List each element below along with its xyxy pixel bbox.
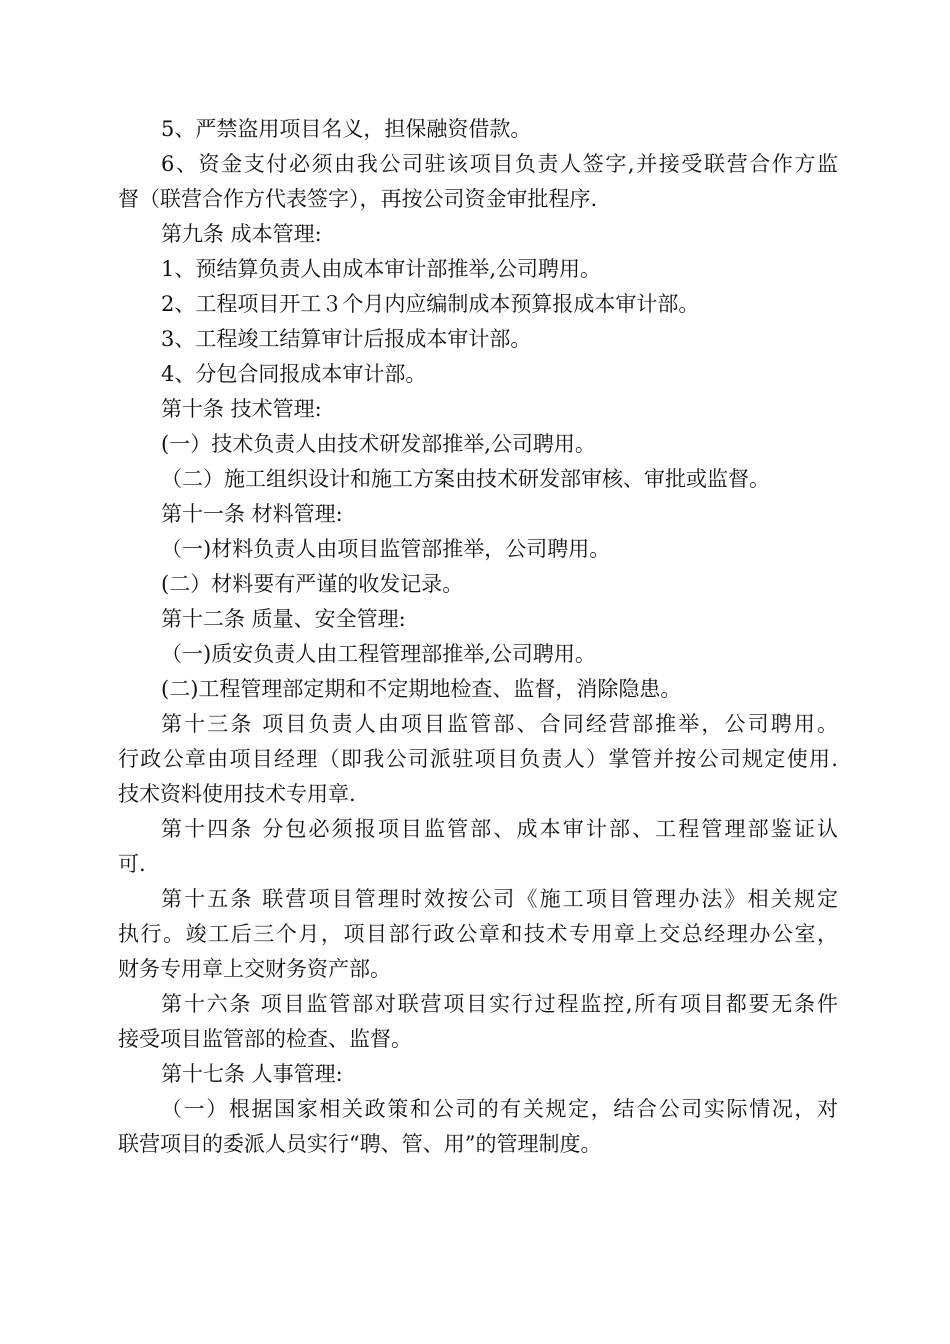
article-17-item-1-line-2: 联营项目的委派人员实行“聘、管、用”的管理制度。 — [118, 1132, 602, 1156]
article-13-line-2: 行政公章由项目经理（即我公司派驻项目负责人）掌管并按公司规定使用. — [118, 747, 838, 771]
article-12-item-2: (二)工程管理部定期和不定期地检查、监督，消除隐患。 — [161, 677, 682, 701]
article-11-item-2: (二）材料要有严谨的收发记录。 — [161, 572, 464, 596]
article-16-line-1: 第十六条 项目监管部对联营项目实行过程监控,所有项目都要无条件 — [161, 992, 838, 1016]
article-15-line-1: 第十五条 联营项目管理时效按公司《施工项目管理办法》相关规定 — [161, 887, 838, 911]
article-15-line-2: 执行。竣工后三个月，项目部行政公章和技术专用章上交总经理办公室， — [118, 922, 838, 946]
article-11-item-1: （一)材料负责人由项目监管部推举，公司聘用。 — [161, 537, 611, 561]
article-12-item-1: （一)质安负责人由工程管理部推举,公司聘用。 — [161, 642, 596, 666]
article-13-line-3: 技术资料使用技术专用章. — [118, 782, 356, 806]
article-13-line-1: 第十三条 项目负责人由项目监管部、合同经营部推举，公司聘用。 — [161, 712, 838, 736]
article-9-item-2: 2、工程项目开工３个月内应编制成本预算报成本审计部。 — [161, 292, 700, 316]
document-body — [118, 112, 838, 1162]
article-10-item-2: （二）施工组织设计和施工方案由技术研发部审核、审批或监督。 — [161, 467, 770, 491]
article-17-heading: 第十七条 人事管理: — [161, 1062, 343, 1086]
article-11-heading: 第十一条 材料管理: — [161, 502, 343, 526]
article-9-item-3: 3、工程竣工结算审计后报成本审计部。 — [161, 327, 532, 351]
clause-6-line-1: 6、资金支付必须由我公司驻该项目负责人签字,并接受联营合作方监 — [161, 152, 838, 176]
article-15-line-3: 财务专用章上交财务资产部。 — [118, 957, 391, 981]
clause-6-line-2: 督（联营合作方代表签字），再按公司资金审批程序. — [118, 187, 598, 211]
article-14-line-2: 可. — [118, 852, 146, 876]
article-9-item-1: 1、预结算负责人由成本审计部推举,公司聘用。 — [161, 257, 602, 281]
article-12-heading: 第十二条 质量、安全管理: — [161, 607, 406, 631]
article-9-heading: 第九条 成本管理: — [161, 222, 322, 246]
article-10-item-1: (一）技术负责人由技术研发部推举,公司聘用。 — [161, 432, 596, 456]
article-17-item-1-line-1: （一）根据国家相关政策和公司的有关规定，结合公司实际情况，对 — [161, 1097, 838, 1121]
article-16-line-2: 接受项目监管部的检查、监督。 — [118, 1027, 412, 1051]
clause-5-line: 5、严禁盗用项目名义，担保融资借款。 — [161, 117, 532, 141]
article-9-item-4: 4、分包合同报成本审计部。 — [161, 362, 427, 386]
article-10-heading: 第十条 技术管理: — [161, 397, 322, 421]
article-14-line-1: 第十四条 分包必须报项目监管部、成本审计部、工程管理部鉴证认 — [161, 817, 838, 841]
